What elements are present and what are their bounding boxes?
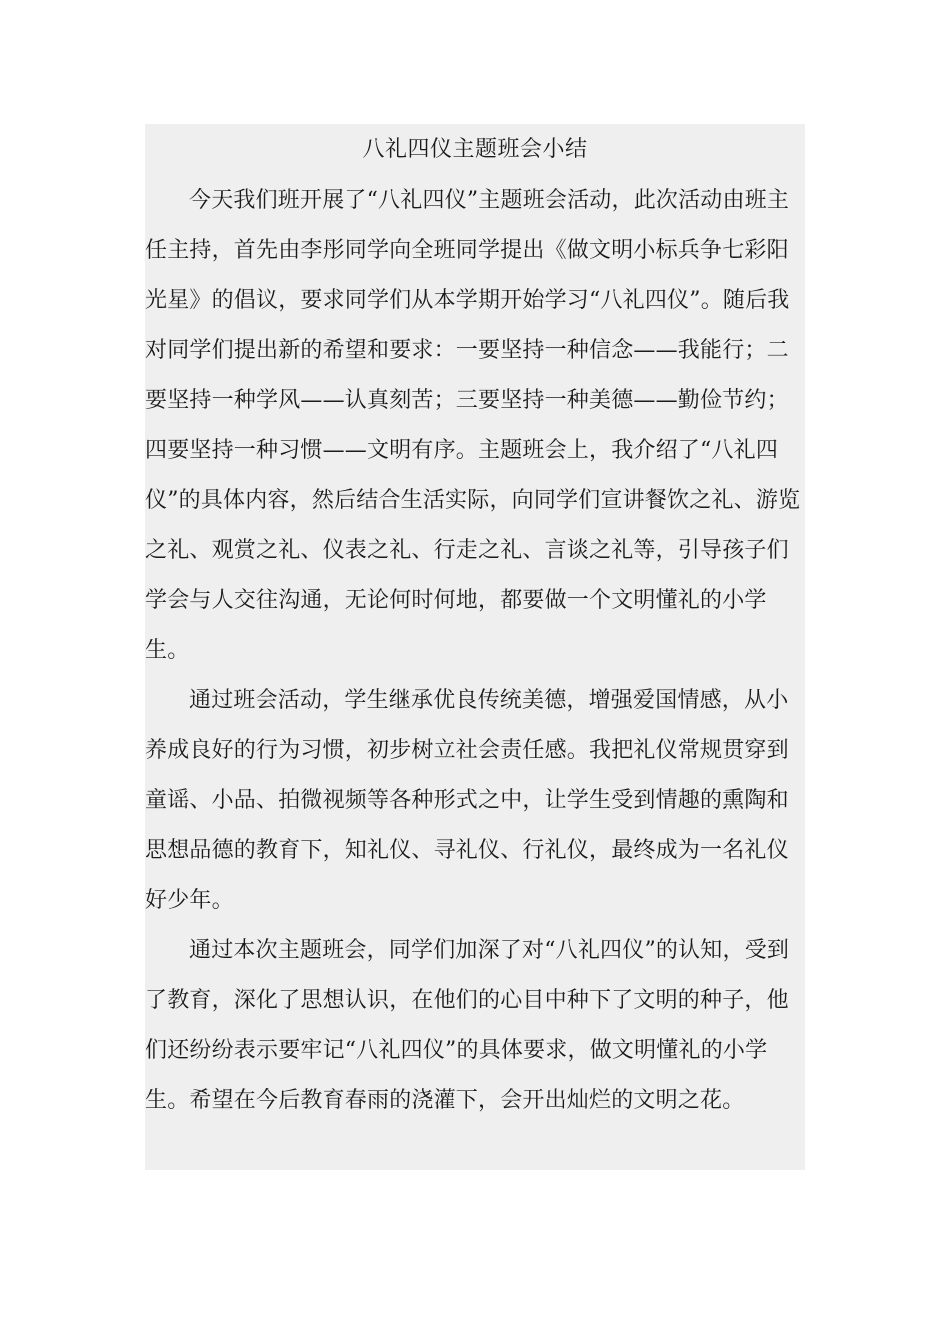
paragraph-2: 通过班会活动，学生继承优良传统美德，增强爱国情感，从小养成良好的行为习惯，初步树立社会责任感。我把礼仪常规贯穿到童谣、小品、拍微视频等各种形式之中，让学生受到情趣的熏陶和思想品德的教育下，知礼仪、寻礼仪、行礼仪，最终成为一名礼仪好少年。 [145, 688, 789, 913]
document-text-block [145, 124, 805, 1170]
paragraph-3: 通过本次主题班会，同学们加深了对“八礼四仪”的认知，受到了教育，深化了思想认识，在他们的心目中种下了文明的种子，他们还纷纷表示要牢记“八礼四仪”的具体要求，做文明懂礼的小学生。希望在今后教育春雨的浇灌下，会开出灿烂的文明之花。 [145, 938, 790, 1113]
document-title: 八礼四仪主题班会小结 [362, 137, 588, 162]
paragraph-1: 今天我们班开展了“八礼四仪”主题班会活动，此次活动由班主任主持，首先由李彤同学向全班同学提出《做文明小标兵争七彩阳光星》的倡议，要求同学们从本学期开始学习“八礼四仪”。随后我对同学们提出新的希望和要求：一要坚持一种信念——我能行；二要坚持一种学风——认真刻苦；三要坚持一种美德——勤俭节约；四要坚持一种习惯——文明有序。主题班会上，我介绍了“八礼四仪”的具体内容，然后结合生活实际，向同学们宣讲餐饮之礼、游览之礼、观赏之礼、仪表之礼、行走之礼、言谈之礼等，引导孩子们学会与人交往沟通，无论何时何地，都要做一个文明懂礼的小学生。 [145, 188, 801, 663]
